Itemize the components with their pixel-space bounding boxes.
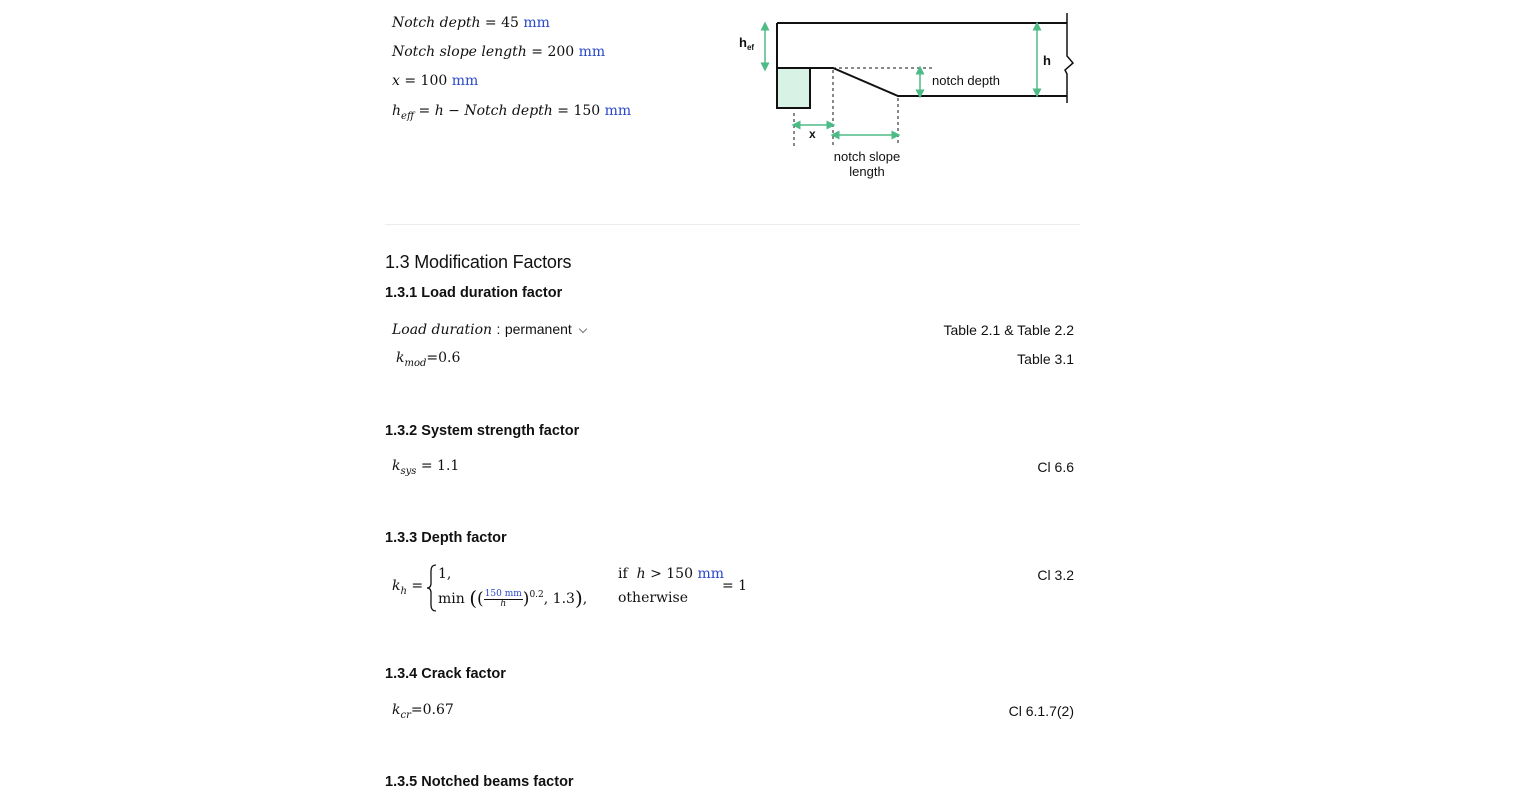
h-symbol: h [434,103,444,119]
equals-sign: = [484,15,497,31]
x-label: x [809,127,816,141]
notch-depth-row [392,15,550,31]
case1-value: 1, [438,566,452,582]
beam-outline [777,23,1067,96]
equals-sign: = [404,73,417,89]
threshold-value: 150 [666,566,693,582]
section-title: 1.3 Modification Factors [385,252,572,272]
unit: mm [697,566,724,582]
notch-slope-row [392,44,605,60]
ksys-row [392,458,460,477]
notched-beams-heading: 1.3.5 Notched beams factor [385,774,574,790]
x-row [392,73,478,89]
slope-label-line1: notch slope [833,149,901,164]
load-duration-heading: 1.3.1 Load duration factor [385,285,563,301]
unit: mm [523,15,550,31]
kcr-row [392,702,454,721]
h-eff-subscript: eff [401,111,415,122]
kmod-value: =0.6 [426,350,461,366]
notch-depth-label: notch depth [932,73,1000,88]
kcr-symbol: k [392,702,401,718]
unit: mm [604,103,632,119]
notch-depth-value[interactable]: 45 [501,15,519,31]
notch-depth-term: Notch depth [464,103,553,119]
hef-label: $h_{ef}$ [739,35,755,52]
x-value[interactable]: 100 [420,73,448,89]
notch-depth-label: Notch depth [392,15,481,31]
notched-beam-diagram [730,8,1080,188]
break-line [1065,13,1073,103]
ksys-value: = 1.1 [420,458,460,474]
kcr-subscript: cr [400,710,411,721]
equals-sign: = [411,578,424,594]
slope-label-line2: length [849,164,885,179]
exponent: 0.2 [529,590,544,600]
case1-condition [618,566,724,582]
fraction-numerator: 150 mm [484,588,522,599]
h-eff-symbol: h [392,103,402,119]
ksys-subscript: sys [400,466,417,477]
left-brace [426,563,438,613]
minus-sign: − [448,103,460,119]
load-duration-row [392,321,586,338]
h-symbol: h [636,566,646,582]
unit: mm [578,44,606,60]
case2-expression: min (( $\frac{150 mm}{h}$ )$^{0.2}$, 1.3), [438,586,588,610]
case2-rest: , 1.3 [543,591,575,607]
h-eff-value: 150 [573,103,601,119]
kmod-row [396,350,461,369]
notch-slope-value[interactable]: 200 [547,44,575,60]
depth-fraction [484,590,523,609]
unit: mm [451,73,479,89]
chevron-down-icon [579,325,587,333]
kmod-symbol: k [396,350,405,366]
h-label: h [1043,53,1051,68]
equals-sign: = [557,103,570,119]
kmod-subscript: mod [404,358,427,369]
notch-slope-label: Notch slope length [392,44,527,60]
section-divider [385,224,1080,225]
ksys-reference: Cl 6.6 [1037,459,1074,475]
h-eff-row [392,103,632,122]
depth-factor-heading: 1.3.3 Depth factor [385,530,507,546]
load-duration-selected: permanent [504,321,572,337]
system-strength-heading: 1.3.2 System strength factor [385,423,580,439]
kcr-reference: Cl 6.1.7(2) [1008,703,1074,719]
kh-subscript: h [400,586,407,597]
kh-result: = 1 [722,578,748,594]
load-duration-label: Load duration [392,322,493,338]
equals-sign: = [418,103,431,119]
if-text: if [618,566,628,582]
fraction-denominator: h [500,598,507,609]
load-duration-reference: Table 2.1 & Table 2.2 [943,322,1074,338]
ksys-symbol: k [392,458,401,474]
x-label: x [392,73,400,89]
kh-reference: Cl 3.2 [1037,567,1074,583]
equals-sign: = [531,44,543,60]
kmod-reference: Table 3.1 [1017,351,1074,367]
kh-symbol-group [392,578,424,597]
case2-condition: otherwise [618,590,688,606]
colon: : [496,321,501,337]
kh-symbol: k [392,578,401,594]
min-function: min [438,591,465,607]
crack-factor-heading: 1.3.4 Crack factor [385,666,506,682]
support-block [777,68,810,108]
kcr-value: =0.67 [410,702,454,718]
greater-than: > [650,566,662,582]
load-duration-dropdown[interactable] [505,321,586,337]
